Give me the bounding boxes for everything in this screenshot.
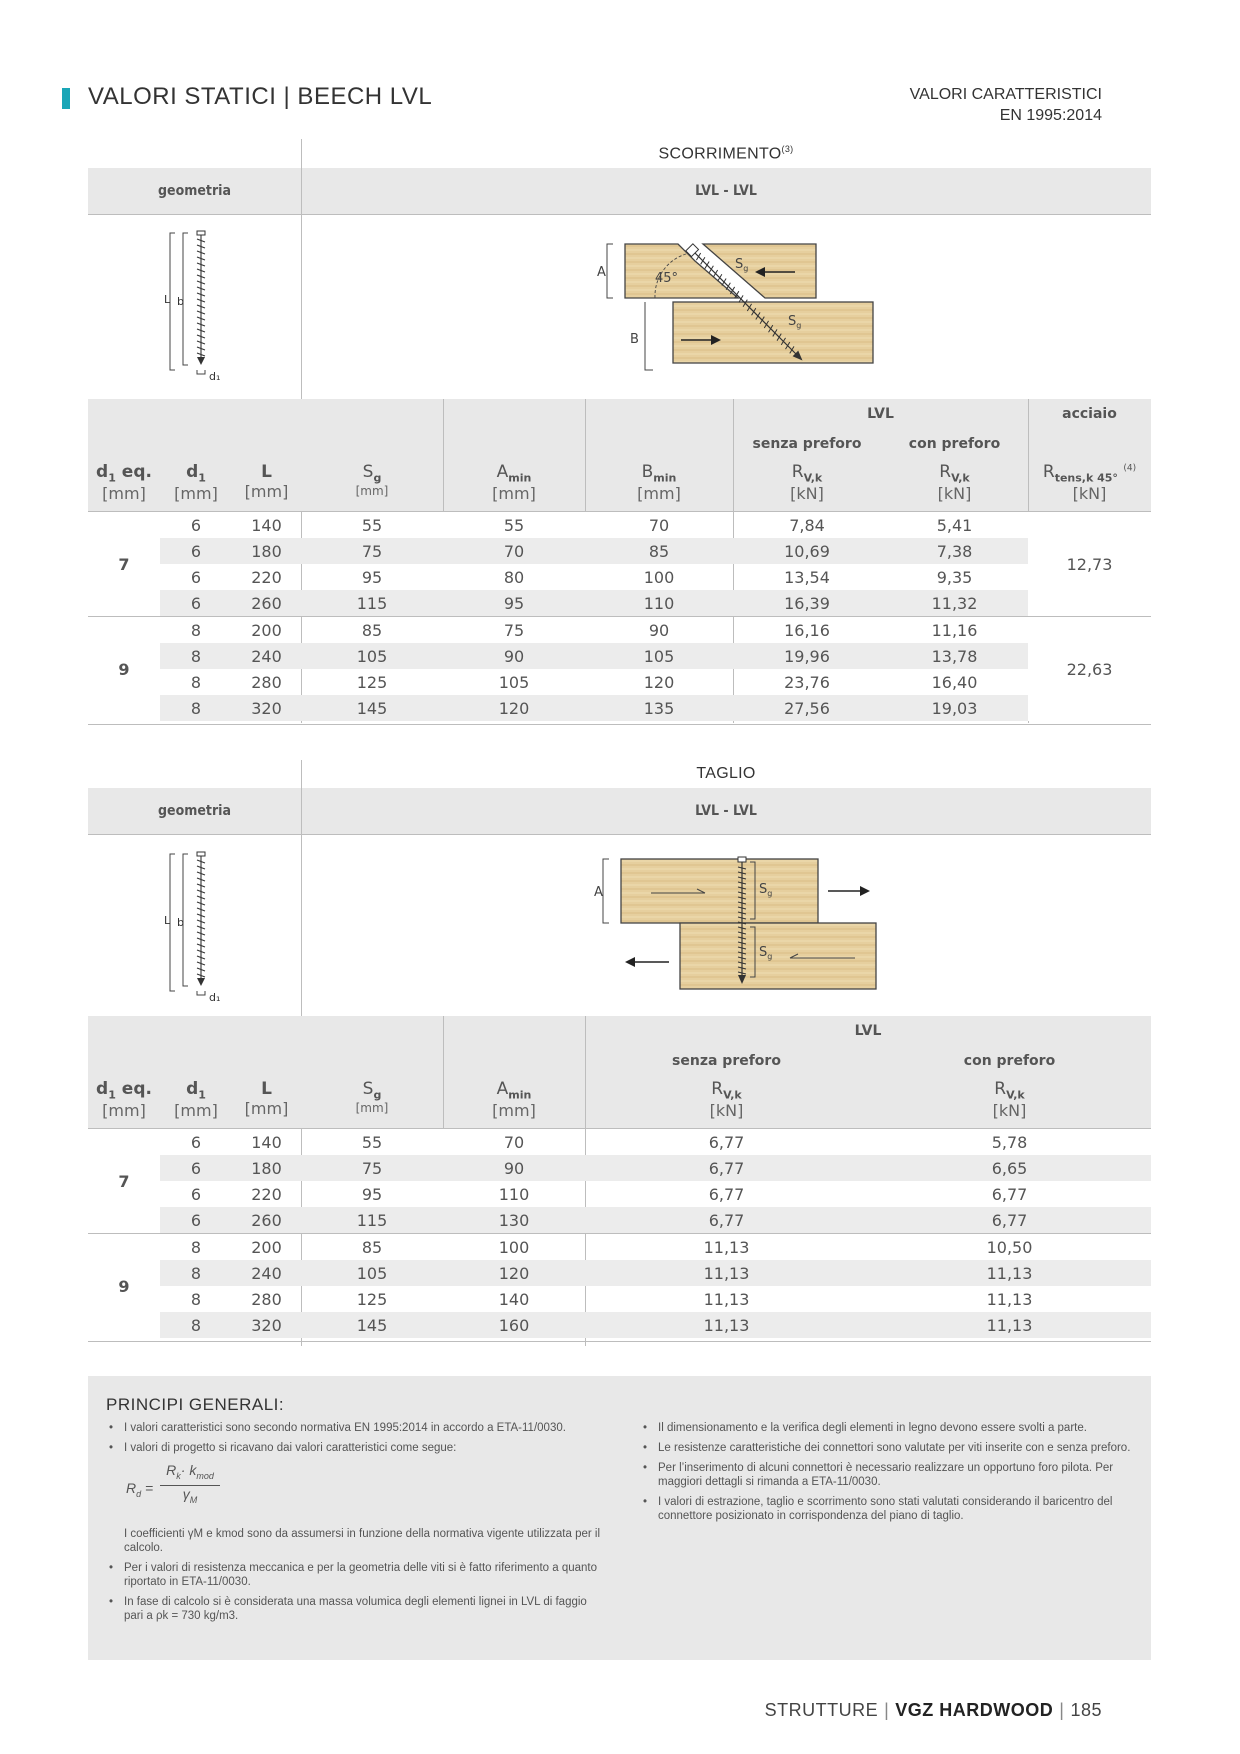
page-footer: STRUTTURE | VGZ HARDWOOD | 185 [764,1700,1102,1720]
page-title: VALORI STATICI | BEECH LVL [88,83,433,110]
svg-text:Sg: $S_g$ [735,257,749,273]
table-row: 8 240 105 120 11,13 11,13 [88,1260,1151,1286]
list-item: • I valori di estrazione, taglio e scorrimento sono stati valutati considerando il baricentro del connettore posizionato in corrispondenza del piano di taglio. [640,1495,1134,1523]
svg-text:Sg: $S_g$ [759,882,773,898]
list-item: • I valori caratteristici sono secondo normativa EN 1995:2014 in accordo a ETA-11/0030. [106,1421,600,1435]
t1-col-deq: $d_1$ eq. [mm] [96,462,152,504]
t1-steel-value: 12,73 [1028,512,1151,617]
section1-geometry-label: geometria [158,183,231,199]
angle-label: 45° [655,271,679,286]
svg-text:Sg: $S_g$ [759,945,773,961]
table-row: 8 280 125 140 11,13 11,13 [190,1289,1033,1309]
diagram-A-label: A [597,265,606,280]
t1-group-deq: 7 [88,512,160,617]
table-row: 7 6 140 55 55 70 7,84 5,41 12,73 [88,512,1151,538]
t1-col-L: L [mm] [244,462,289,501]
title-accent-bar [62,88,70,109]
t1-col-Sg: $S_g$ [mm] [355,462,389,499]
t1-col-Amin: $A_{min}$ [mm] [492,462,536,504]
table1-sub-without: senza preforo [752,436,862,452]
principles-left-column [106,1421,600,1629]
formula-lhs: $R_d$ = [126,1480,154,1499]
screw-geometry-diagram [155,225,235,385]
table-row: 8 320 145 120 135 27,56 19,03 [88,695,1151,721]
t1-group-deq: 9 [88,617,160,722]
diagram2-d1-label: d₁ [209,991,221,1004]
t2-col-RVk-with: $R_{V,k}$ [kN] [992,1079,1027,1121]
section1-title-text: SCORRIMENTO [658,145,782,163]
design-formula [106,1461,600,1517]
list-item: • Per i valori di resistenza meccanica e per la geometria delle viti si è fatto riferimento a quanto riportato in ETA-11/0030. [106,1561,600,1589]
table-row: 6 260 115 130 6,77 6,77 [88,1207,1151,1234]
table-row: 8 280 125 105 120 23,76 16,40 [190,672,978,692]
table-row: 6 220 95 110 6,77 6,77 [190,1184,1028,1204]
diagram1-L-label: L [164,293,171,306]
page-number: 185 [1070,1700,1102,1720]
t2-group-deq: 7 [88,1129,160,1234]
table1-body [88,512,1151,721]
t2-col-L: L [mm] [244,1079,289,1118]
table2-group-lvl: LVL [854,1023,882,1039]
diagram1-d1-label: d₁ [209,370,221,383]
screw-geometry-diagram [155,846,235,1006]
section2-geometry-label: geometria [158,803,231,819]
section2-config-label: LVL - LVL [695,803,757,819]
table1-group-lvl: LVL [867,406,894,422]
list-item: • Il dimensionamento e la verifica degli elementi in legno devono essere svolti a parte. [640,1421,1134,1435]
table1-sub-with: con preforo [908,436,1001,452]
diagram2-b-label: b [177,916,184,929]
formula-numerator: $R_k\cdot k_{mod}$ [160,1463,220,1486]
coefficients-note: I coefficienti γM e kmod sono da assumersi in funzione della normativa vigente utilizzata per il calcolo. [124,1528,600,1554]
formula-denominator: $\gamma_M$ [182,1486,198,1505]
svg-text:Sg: $S_g$ [788,314,802,330]
perpendicular-screw-joint-diagram [595,855,895,995]
footer-product: VGZ HARDWOOD [895,1700,1054,1720]
char-values-line1: VALORI CARATTERISTICI [909,86,1102,103]
table2-sub-with: con preforo [963,1053,1056,1069]
table1-group-steel: acciaio [1062,406,1117,422]
inclined-screw-joint-diagram [595,236,885,382]
diagram2-L-label: L [164,914,171,927]
t1-col-Rtens: $R_{tens,k 45^\circ}$ $^{(4)}$ [kN] [1042,462,1137,504]
t2-group-deq: 9 [88,1234,160,1339]
characteristic-values-label [910,84,1102,126]
footer-section: STRUTTURE [764,1700,879,1720]
diagram2-A-label: A [594,885,603,900]
list-item: • I valori di progetto si ricavano dai valori caratteristici come segue: [106,1441,600,1455]
table-row: 6 180 75 70 85 10,69 7,38 [88,538,1151,564]
general-principles-title: PRINCIPI GENERALI: [106,1395,285,1414]
table-row: 6 260 115 95 110 16,39 11,32 [88,590,1151,617]
table-row: 6 180 75 90 6,77 6,65 [88,1155,1151,1181]
diagram-B-label: B [630,332,639,347]
table-row: 9 8 200 85 75 90 16,16 11,16 22,63 [88,617,1151,644]
t2-col-d1: $d_1$ [mm] [174,1079,218,1121]
list-item: • In fase di calcolo si è considerata una massa volumica degli elementi lignei in LVL di faggio pari a ρk = 730 kg/m3. [106,1595,600,1623]
t2-col-deq: $d_1$ eq. [mm] [96,1079,152,1121]
section2-title: TAGLIO [696,765,756,782]
table-row: 8 320 145 160 11,13 11,13 [88,1312,1151,1338]
t1-steel-value: 22,63 [1028,617,1151,722]
principles-right-column [640,1421,1134,1529]
list-item: • Per l’inserimento di alcuni connettori è necessario realizzare un opportuno foro pilota. Per maggiori dettagli si rimanda a ETA-11/0030. [640,1461,1134,1489]
list-item: • Le resistenze caratteristiche dei connettori sono valutate per viti inserite con e senza preforo. [640,1441,1134,1455]
t1-col-RVk-without: $R_{V,k}$ [kN] [790,462,824,504]
t2-col-Sg: $S_g$ [mm] [355,1079,389,1116]
table-row: 7 6 140 55 70 6,77 5,78 [88,1129,1151,1155]
t1-col-d1: $d_1$ [mm] [174,462,218,504]
section1-title [301,144,1151,163]
table-row: 6 220 95 80 100 13,54 9,35 [190,567,973,587]
section1-config-label: LVL - LVL [695,183,757,199]
t2-col-RVk-without: $R_{V,k}$ [kN] [709,1079,744,1121]
table2-body [88,1129,1151,1338]
char-values-line2: EN 1995:2014 [999,107,1102,124]
t1-col-RVk-with: $R_{V,k}$ [kN] [937,462,972,504]
diagram1-b-label: b [177,295,184,308]
table-row: 8 240 105 90 105 19,96 13,78 [88,643,1151,669]
table2-sub-without: senza preforo [672,1053,781,1069]
section1-title-sup: (3) [781,144,794,154]
t1-col-Bmin: $B_{min}$ [mm] [637,462,681,504]
t2-col-Amin: $A_{min}$ [mm] [492,1079,536,1121]
table-row: 9 8 200 85 100 11,13 10,50 [88,1234,1151,1261]
